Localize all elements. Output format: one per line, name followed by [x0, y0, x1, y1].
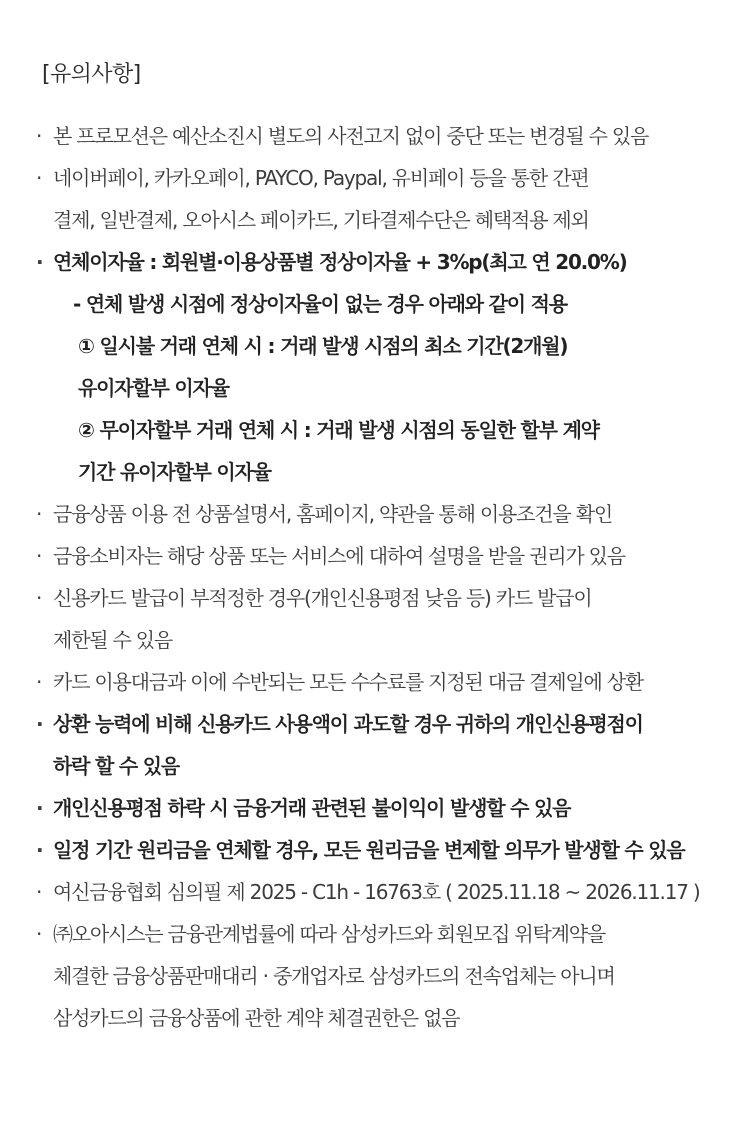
- notice-item-overdue-rate: [42, 241, 750, 493]
- notice-item: [42, 157, 750, 241]
- notice-item: [42, 871, 750, 913]
- notice-line: 하락 할 수 있음: [53, 754, 180, 778]
- notice-title: [유의사항]: [42, 62, 141, 87]
- notice-subline: 유이자할부 이자율: [78, 376, 229, 400]
- notice-item-bold: [42, 787, 750, 829]
- notice-item-bold: [42, 703, 750, 787]
- notice-line: · 상환 능력에 비해 신용카드 사용액이 과도할 경우 귀하의 개인신용평점이: [53, 712, 643, 736]
- notice-subline: ① 일시불 거래 연체 시 : 거래 발생 시점의 최소 기간(2개월): [78, 334, 568, 358]
- notice-line: · 금융상품 이용 전 상품설명서, 홈페이지, 약관을 통해 이용조건을 확인: [53, 502, 612, 526]
- notice-line: 체결한 금융상품판매대리 · 중개업자로 삼성카드의 전속업체는 아니며: [53, 964, 615, 988]
- notice-line: · 일정 기간 원리금을 연체할 경우, 모든 원리금을 변제할 의무가 발생할 수 있음: [53, 838, 685, 862]
- notice-line: · 금융소비자는 해당 상품 또는 서비스에 대하여 설명을 받을 권리가 있음: [53, 544, 625, 568]
- notice-item: [42, 115, 750, 157]
- notice-line: 제한될 수 있음: [53, 628, 173, 652]
- notice-line: · 연체이자율 : 회원별·이용상품별 정상이자율 + 3%p(최고 연 20.0%): [53, 250, 627, 274]
- notice-item: [42, 661, 750, 703]
- notice-line: 결제, 일반결제, 오아시스 페이카드, 기타결제수단은 혜택적용 제외: [53, 208, 589, 232]
- notice-line: · 개인신용평점 하락 시 금융거래 관련된 불이익이 발생할 수 있음: [53, 796, 571, 820]
- notice-item-bold: [42, 829, 750, 871]
- notice-subline: - 연체 발생 시점에 정상이자율이 없는 경우 아래와 같이 적용: [73, 292, 567, 316]
- notice-line: · 여신금융협회 심의필 제 2025 - C1h - 16763호 ( 2025.11.18 ~ 2026.11.17 ): [53, 880, 700, 904]
- notice-item: [42, 535, 750, 577]
- notice-line: · 카드 이용대금과 이에 수반되는 모든 수수료를 지정된 대금 결제일에 상환: [53, 670, 644, 694]
- notice-line: · 본 프로모션은 예산소진시 별도의 사전고지 없이 중단 또는 변경될 수 있음: [53, 124, 649, 148]
- notice-item: [42, 577, 750, 661]
- notice-line: · ㈜오아시스는 금융관계법률에 따라 삼성카드와 회원모집 위탁계약을: [53, 922, 605, 946]
- notice-item: [42, 493, 750, 535]
- notice-subline: 기간 유이자할부 이자율: [78, 460, 271, 484]
- notice-line: · 신용카드 발급이 부적정한 경우(개인신용평점 낮음 등) 카드 발급이: [53, 586, 592, 610]
- notice-item: [42, 913, 750, 1039]
- notice-line: 삼성카드의 금융상품에 관한 계약 체결권한은 없음: [53, 1006, 460, 1030]
- notice-subline: ② 무이자할부 거래 연체 시 : 거래 발생 시점의 동일한 할부 계약: [78, 418, 599, 442]
- notice-line: · 네이버페이, 카카오페이, PAYCO, Paypal, 유비페이 등을 통한 간편: [53, 166, 589, 190]
